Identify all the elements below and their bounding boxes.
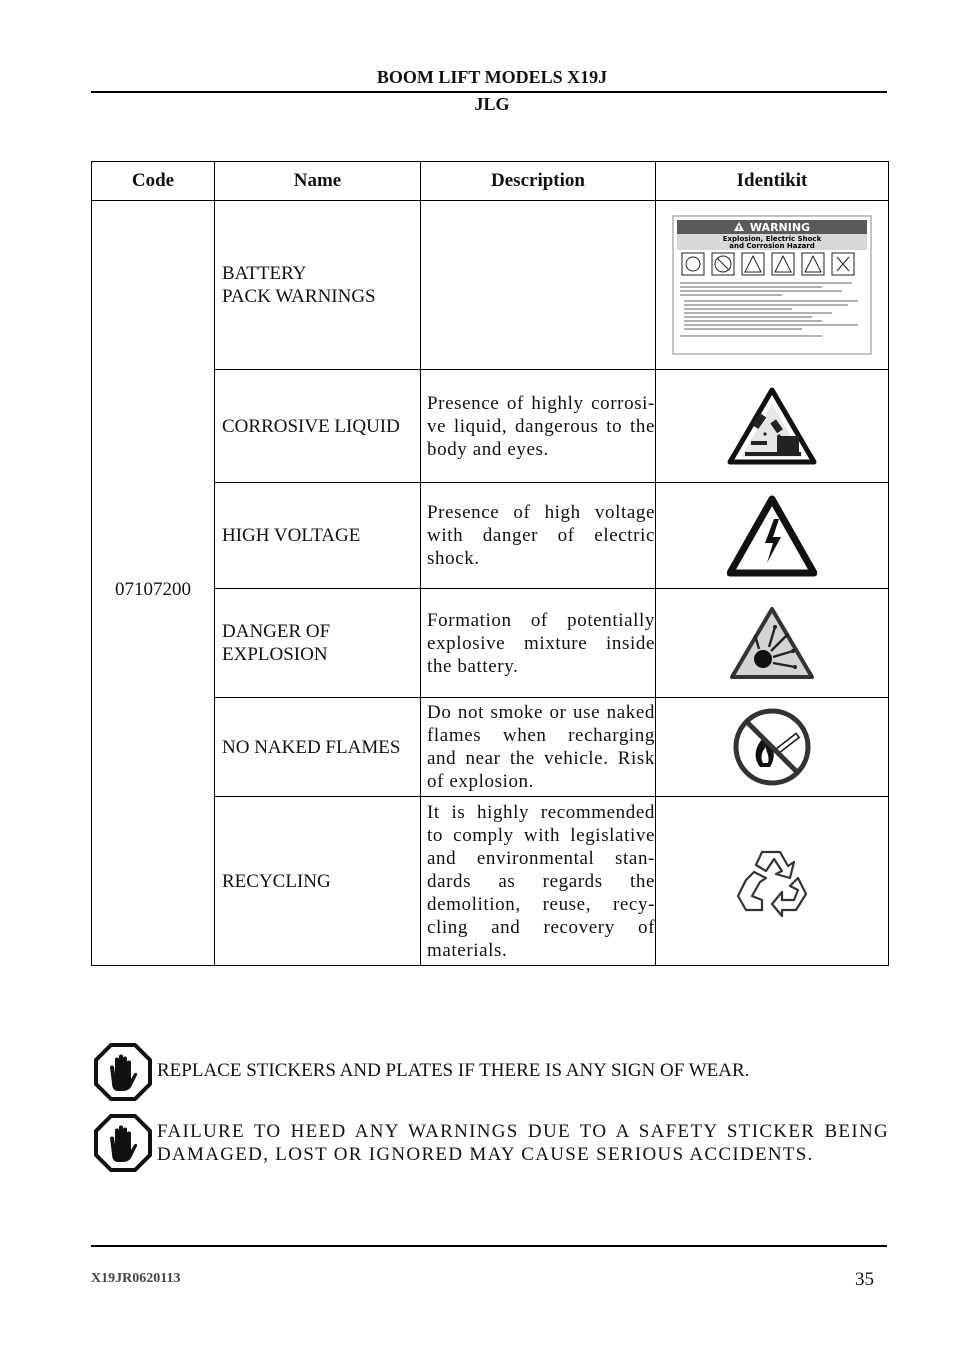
- description-text: Do not smoke or use naked flames when recharging and near the vehicle. Risk of explosion.: [427, 702, 655, 792]
- description-cell: [421, 201, 656, 370]
- column-header-identikit: Identikit: [656, 162, 889, 201]
- column-header-name: Name: [215, 162, 421, 201]
- name-cell: [215, 201, 421, 370]
- name-cell: [215, 698, 421, 797]
- sticker-heading: WARNING: [749, 221, 811, 234]
- code-cell: [92, 201, 215, 966]
- name-cell: [215, 370, 421, 483]
- name-cell: [215, 483, 421, 589]
- high-voltage-icon: [727, 495, 817, 577]
- document-subtitle: JLG: [474, 94, 510, 114]
- name-line: NO NAKED FLAMES: [222, 736, 401, 758]
- identikit-cell: [656, 483, 889, 589]
- identikit-cell: [656, 797, 889, 966]
- identikit-cell: [656, 201, 889, 370]
- sticker-subheading: and Corrosion Hazard: [729, 242, 815, 250]
- stop-hand-icon: [94, 1043, 152, 1101]
- no-naked-flames-icon: [730, 705, 814, 789]
- safety-labels-table: [91, 161, 889, 966]
- warning-note: [94, 1043, 889, 1103]
- page-number: 35: [855, 1269, 874, 1290]
- code-value: 07107200: [115, 579, 191, 600]
- battery-warning-sticker-icon: [672, 215, 872, 355]
- document-code: X19JR0620113: [91, 1271, 181, 1286]
- warning-note-text: FAILURE TO HEED ANY WARNINGS DUE TO A SAFETY STICKER BEING DAMAGED, LOST OR IGNORED MAY CAUSE SERIOUS ACCIDENTS.: [157, 1121, 889, 1165]
- warning-note-text: REPLACE STICKERS AND PLATES IF THERE IS ANY SIGN OF WEAR.: [157, 1060, 750, 1081]
- table-header-row: [92, 162, 889, 201]
- description-cell: [421, 483, 656, 589]
- identikit-cell: [656, 698, 889, 797]
- explosion-icon: [729, 605, 815, 681]
- description-cell: [421, 589, 656, 698]
- description-text: It is highly recommended to comply with legislative and environmental stan-dards as regards the demolition, reuse, recy-cling and recovery of materials.: [427, 801, 655, 961]
- table-row: [92, 201, 889, 370]
- stop-hand-icon: [94, 1114, 152, 1172]
- name-cell: [215, 589, 421, 698]
- description-cell: [421, 370, 656, 483]
- name-line: EXPLOSION: [222, 644, 328, 665]
- description-text: Presence of high voltage with danger of electric shock.: [427, 502, 655, 569]
- header-divider: [91, 91, 887, 93]
- description-text: Formation of potentially explosive mixture inside the battery.: [427, 609, 655, 677]
- name-line: HIGH VOLTAGE: [222, 525, 361, 546]
- document-title: BOOM LIFT MODELS X19J: [376, 67, 608, 87]
- warning-note: [94, 1114, 889, 1174]
- column-header-code: Code: [92, 162, 215, 201]
- name-line: BATTERY: [222, 263, 307, 284]
- name-line: CORROSIVE LIQUID: [222, 415, 400, 437]
- recycling-icon: [732, 844, 812, 918]
- footer-divider: [91, 1245, 887, 1247]
- description-cell: [421, 698, 656, 797]
- description-text: Presence of highly corrosi-ve liquid, dangerous to the body and eyes.: [427, 392, 655, 460]
- corrosive-liquid-icon: [727, 386, 817, 466]
- identikit-cell: [656, 589, 889, 698]
- identikit-cell: [656, 370, 889, 483]
- name-line: DANGER OF: [222, 621, 331, 642]
- name-line: RECYCLING: [222, 870, 331, 892]
- name-cell: [215, 797, 421, 966]
- svg-text:!: !: [737, 225, 741, 232]
- sticker-subheading: Explosion, Electric Shock: [722, 235, 822, 243]
- name-line: PACK WARNINGS: [222, 286, 376, 307]
- description-cell: [421, 797, 656, 966]
- column-header-description: Description: [421, 162, 656, 201]
